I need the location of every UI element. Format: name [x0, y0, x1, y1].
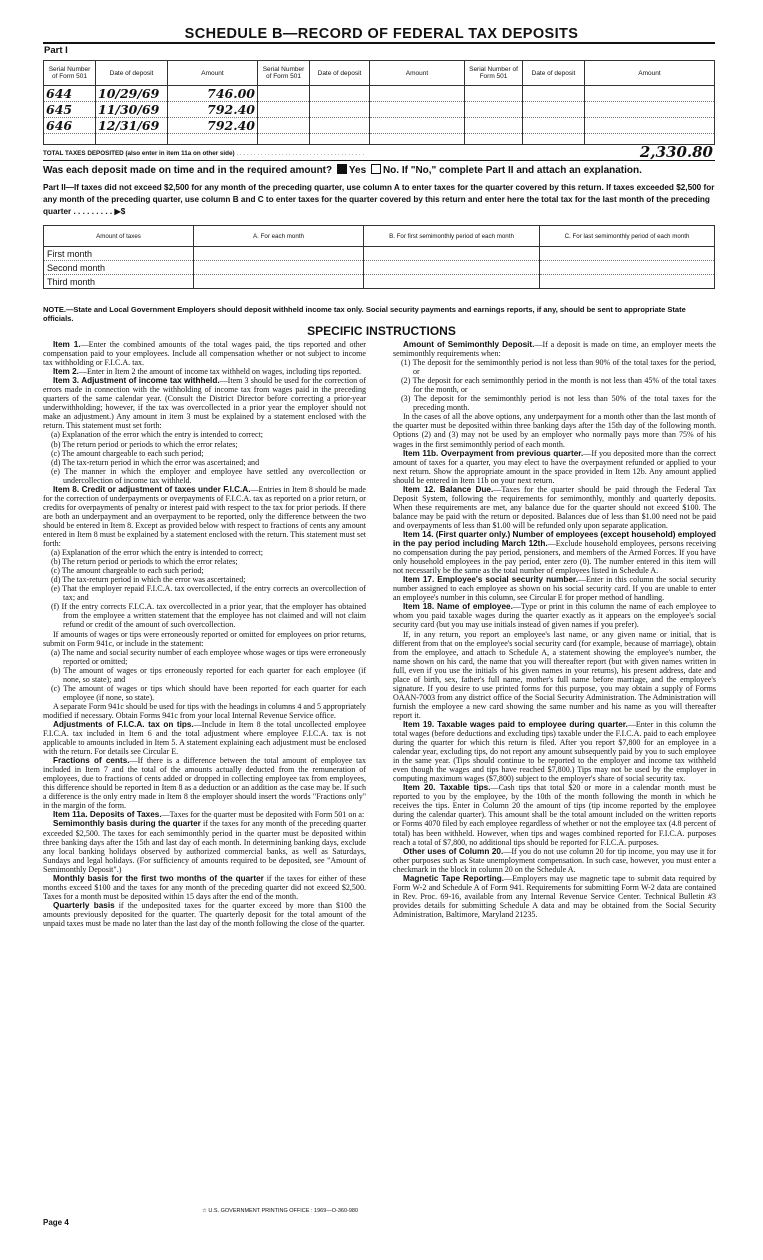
- instruction-paragraph: [43, 874, 366, 901]
- instruction-paragraph: (f) If the entry corrects F.I.C.A. tax overcollected in a prior year, that the employer has obtained from the employee a written statement that the employee has not claimed and will not claim refund or credit of the amount of such overcollection.: [51, 602, 366, 630]
- instruction-text: —Employers may use magnetic tape to submit data required by Form W-2 and Schedule A of Form 941. Requirements for submitting Form W-2 data are contained in Rev. Proc. 69-16, available from any Internal Revenue Service Center. Technical Bulletin #3 provides details for submitting Schedule A data and may be obtained from the Social Security Administration, Baltimore, Maryland 21235.: [393, 873, 717, 919]
- deposit-row: [44, 86, 715, 102]
- instruction-heading: Item 12. Balance Due.: [403, 484, 494, 494]
- instruction-paragraph: (a) The name and social security number of each employee whose wages or tips were erroneously reported or omitted;: [51, 647, 366, 666]
- amount-header: Amount: [168, 61, 258, 86]
- column-b-cell[interactable]: [364, 247, 540, 261]
- instruction-paragraph: [43, 485, 366, 548]
- date-cell[interactable]: [523, 86, 585, 102]
- instruction-heading: Quarterly basis: [53, 900, 115, 910]
- instructions-title: SPECIFIC INSTRUCTIONS: [307, 324, 456, 338]
- instruction-paragraph: [393, 720, 716, 783]
- instruction-text: —If a deposit is made on time, an employer meets the semimonthly requirements when:: [393, 340, 717, 359]
- instruction-text: —Taxes for the quarter must be deposited with Form 501 on a:: [161, 810, 365, 820]
- instruction-paragraph: [43, 340, 366, 367]
- instruction-heading: Item 11b. Overpayment from previous quarter.: [403, 448, 584, 458]
- amount-cell[interactable]: [370, 118, 465, 134]
- instruction-text: —Exclude household employees, persons receiving no compensation during the pay period, pensioners, and members of the Armed Forces. If you have only household employees in the pay period, enter zero (0). The number entered in this item will not necessarily be the same as the total number of employees listed in Schedule A.: [393, 539, 716, 576]
- amount-cell[interactable]: [585, 86, 715, 102]
- instruction-heading: Semimonthly basis during the quarter: [53, 819, 201, 829]
- amount-header: Amount: [585, 61, 715, 86]
- deposit-row: [44, 102, 715, 118]
- month-label: First month: [44, 247, 194, 261]
- instruction-text: —Taxes for the quarter should be paid through the Federal Tax Deposit System, following the requirements for semimonthly, monthly and quarterly deposits. When these requirements are met, any balance due for the quarter should not exceed $100. The balance may be paid with the return or deposited. Balances due of less than $1.00 need not be paid and overpayments of less than $1.00 will be refunded only upon separate application.: [393, 484, 717, 530]
- instruction-paragraph: (d) The tax-return period in which the error was ascertained;: [51, 575, 246, 585]
- part1-label: Part I: [44, 45, 68, 56]
- instruction-paragraph: (a) Explanation of the error which the entry is intended to correct;: [51, 548, 264, 558]
- instruction-paragraph: (b) The return period or periods to which the error relates;: [51, 439, 238, 449]
- instruction-paragraph: [393, 783, 716, 846]
- yes-label: Yes: [348, 165, 367, 176]
- date-header: Date of deposit: [310, 61, 370, 86]
- instruction-text: In the cases of all the above options, any underpayment for a month other than the last month of the quarter must be deposited within three banking days after the 15th day of the following month. Options (2) and (3) may not be used by an employer who normally pays more than 75% of his wages in the first semimonthly period of each month.: [393, 412, 716, 449]
- instruction-paragraph: [393, 449, 716, 485]
- part2-amount-prefix: ▶$: [114, 207, 126, 216]
- instruction-paragraph: [43, 367, 366, 376]
- month-label: Third month: [44, 275, 194, 289]
- no-label: No. If "No," complete Part II and attach an explanation.: [382, 165, 642, 176]
- instruction-paragraph: (2) The deposit for each semimonthly period in the month is not less than 45% of the total taxes for the month, or: [401, 376, 716, 395]
- instruction-text: —Entries in Item 8 should be made for the correction of underpayments or overpayments of F.I.C.A. tax as reported on a prior return, or credits for overpayments of penalty or interest paid with respect to the tax for prior periods. If there are both an underpayment and an overpayment to be reported, only the difference between the two should be entered in Item 8. Except as provided below with respect to fractions of cents any amount entered in Item 8 must be explained by a statement enclosed with the return. This statement must set forth:: [43, 484, 366, 549]
- month-row: [44, 247, 715, 261]
- semimonthly-table: [43, 225, 715, 289]
- column-c-cell[interactable]: [540, 275, 715, 289]
- date-cell[interactable]: [310, 86, 370, 102]
- amount-cell[interactable]: 746.00: [168, 86, 258, 102]
- total-rule: [43, 160, 715, 161]
- total-taxes-label: TOTAL TAXES DEPOSITED (also enter in item 11a on other side): [43, 150, 235, 157]
- serial-header: Serial Number of Form 501: [44, 61, 96, 86]
- date-header: Date of deposit: [523, 61, 585, 86]
- column-c-cell[interactable]: [540, 261, 715, 275]
- serial-cell[interactable]: 646: [44, 118, 96, 134]
- column-c-cell[interactable]: [540, 247, 715, 261]
- instruction-paragraph: (b) The amount of wages or tips erroneously reported for each quarter for each employee (if none, so state); and: [51, 665, 366, 684]
- date-cell[interactable]: 10/29/69: [96, 86, 168, 102]
- instruction-paragraph: [393, 847, 716, 874]
- instruction-text: —Enter in Item 2 the amount of income tax withheld on wages, including tips reported.: [78, 367, 361, 377]
- serial-cell[interactable]: [258, 118, 310, 134]
- date-cell[interactable]: 11/30/69: [96, 102, 168, 118]
- date-header: Date of deposit: [96, 61, 168, 86]
- amount-cell[interactable]: 792.40: [168, 118, 258, 134]
- instruction-text: A separate Form 941c should be used for tips with the headings in columns 4 and 5 appropriately modified if necessary. Obtain Forms 941c from your local Internal Revenue Service office.: [43, 701, 366, 720]
- instruction-paragraph: [393, 602, 716, 629]
- on-time-question: [43, 164, 733, 176]
- instruction-paragraph: [393, 412, 716, 448]
- amount-cell[interactable]: [370, 102, 465, 118]
- serial-header: Serial Number of Form 501: [258, 61, 310, 86]
- amount-cell[interactable]: [370, 86, 465, 102]
- instruction-paragraph: [393, 630, 716, 720]
- column-a-cell[interactable]: [194, 261, 364, 275]
- state-local-note: NOTE.—State and Local Government Employers should deposit withheld income tax only. Social security payments and earnings reports, if any, should be sent to appropriate State officials.: [43, 305, 686, 323]
- instruction-text: —Cash tips that total $20 or more in a calendar month must be reported to you by the employee, by the 10th of the month following the month in which he receives the tips. Enter in Column 20 the amount of tips (tip income reported by the employee during the calendar quarter). This amount shall be the total amount included on the written reports or Forms 4070 filed by each employee regardless of whether or not the employee tax (4.8 percent of total) has been withheld. However, when tips and wages combined reported for F.I.C.A. purposes reach a total of $7,800, no additional tips should be reported for F.I.C.A. purposes.: [393, 783, 716, 847]
- instructions-right-column: [393, 340, 716, 919]
- column-a-cell[interactable]: [194, 275, 364, 289]
- date-cell[interactable]: 12/31/69: [96, 118, 168, 134]
- instruction-heading: Item 17. Employee's social security number.: [403, 575, 578, 585]
- instruction-heading: Monthly basis for the first two months of the quarter: [53, 873, 264, 883]
- instruction-paragraph: [393, 485, 716, 530]
- date-cell[interactable]: [310, 118, 370, 134]
- instruction-heading: Item 3. Adjustment of income tax withheld.: [53, 376, 220, 386]
- instruction-paragraph: [43, 702, 366, 720]
- deposit-header-row: [44, 61, 715, 86]
- instruction-paragraph: [393, 340, 716, 358]
- leader-dots: . . . . . . . . . . . . . . . . . . . . . . . . . . . . . . . . . . . . .: [236, 150, 365, 157]
- serial-header: Serial Number of Form 501: [465, 61, 523, 86]
- part2-text: Part II—If taxes did not exceed $2,500 for any month of the preceding quarter, use column A to enter taxes for the quarter covered by this return. If taxes exceeded $2,500 for any month of the preceding quarter, use column B and C to enter taxes for the quarter covered by this return and enter here the total tax for the last month of the preceding quarter: [43, 183, 715, 216]
- instruction-paragraph: (3) The deposit for the semimonthly period is not less than 50% of the total taxes for the preceding month.: [401, 394, 716, 413]
- instruction-heading: Item 19. Taxable wages paid to employee during quarter.: [403, 719, 628, 729]
- instruction-text: —Enter in this column the social security number assigned to each employee as shown on his social security card. If you are unable to enter an employee's number in this column, see Circular E for proper method of handling.: [393, 575, 717, 603]
- total-taxes-value[interactable]: 2,330.80: [639, 143, 713, 161]
- month-row: [44, 275, 715, 289]
- serial-cell[interactable]: [258, 86, 310, 102]
- instruction-paragraph: (c) The amount chargeable to each such period;: [51, 448, 204, 458]
- amount-header: Amount: [370, 61, 465, 86]
- instruction-paragraph: (1) The deposit for the semimonthly period is not less than 90% of the total taxes for the period, or: [401, 358, 716, 377]
- instruction-paragraph: [43, 720, 366, 756]
- serial-cell[interactable]: [465, 118, 523, 134]
- instruction-text: —Item 3 should be used for the correction of errors made in connection with the withholding of income tax from wages paid in the preceding quarters of the same calendar year. (Consult the District Director before correcting a prior-year underwithholding; however, if the tax was overcollected in a prior year the employer should not make an adjustment.) Any amount in item 3 must be explained by a statement enclosed with the return. This statement must set forth:: [43, 376, 367, 431]
- column-b-header: B. For first semimonthly period of each month: [364, 226, 540, 247]
- instruction-text: if the undeposited taxes for the quarter exceed by more than $100 the amounts previously deposited for the quarter. The quarterly deposit for the total amount of the unpaid taxes must be made no later than the last day of the month following the close of the quarter.: [43, 900, 367, 928]
- instruction-paragraph: (c) The amount of wages or tips which should have been reported for each quarter for each employee (if none, so state).: [51, 683, 366, 702]
- instruction-text: —Enter the combined amounts of the total wages paid, the tips reported and other compensation paid to your employees. Include all compensation whether or not subject to income tax withholding or F.I.C.A. tax.: [43, 340, 366, 368]
- instruction-paragraph: [43, 376, 366, 430]
- deposit-row: [44, 118, 715, 134]
- instruction-paragraph: [43, 901, 366, 928]
- instruction-paragraph: (e) The manner in which the employer and employee have settled any overcollection or undercollection of income tax withheld.: [51, 466, 366, 485]
- no-checkbox[interactable]: [371, 164, 381, 174]
- instruction-paragraph: [393, 575, 716, 602]
- instruction-heading: Item 8. Credit or adjustment of taxes under F.I.C.A.: [53, 484, 251, 494]
- serial-cell[interactable]: 645: [44, 102, 96, 118]
- yes-checkbox[interactable]: [337, 164, 347, 174]
- schedule-title: SCHEDULE B—RECORD OF FEDERAL TAX DEPOSITS: [184, 26, 579, 42]
- serial-cell[interactable]: [465, 86, 523, 102]
- instruction-heading: Other uses of Column 20.: [403, 846, 504, 856]
- instruction-heading: Item 14. (First quarter only.) Number of employees (except household) employed in the pay period including March 12th.: [393, 529, 716, 549]
- serial-cell[interactable]: [465, 102, 523, 118]
- instruction-text: —Enter in this column the total wages (before deductions and excluding tips) taxable under the F.I.C.A. paid to each employee during the quarter for which this return is filed. After you report $7,800 for an employee in a calendar year, excluding tips, do not report any amount subsequently paid by you to such employee in the same year. (Tips should continue to be reported to the employer and income tax withheld even though the wages and tips have reached $7,800.) Tips may not be used by the employer in computing maximum wages ($7,800) subject to the employer's share of social security tax.: [393, 719, 717, 784]
- instruction-text: If amounts of wages or tips were erroneously reported or omitted for employees on prior returns, submit on Form 941c, or include in the statement:: [43, 629, 366, 648]
- instruction-text: —If there is a difference between the total amount of employee tax included in Item 7 and the total of the amounts actually deducted from the remuneration of employees, due to fractions of cents added or dropped in collecting employee tax from employees, this difference should be reported in Item 8 as a deduction or an addition as the case may be. If such a difference is the only entry made in Item 8 the employer should insert the words "Fractions only" in the margin of the form.: [43, 756, 366, 811]
- serial-cell[interactable]: [258, 102, 310, 118]
- instruction-text: If, in any return, you report an employee's last name, or any given name or initial, that is different from that on the employee's social security card (for example, because of marriage), obtain from the employee, and attach to Schedule A, a statement showing the employee's number, the name shown on his card, the name that you will thereafter report (but with given names written in full, even if you use the initials of his given names in your returns), his present address, date and place of birth, sex, father's full name, mother's full name before marriage, and the employee's signature. If you desire to use printed forms for this purpose, you may obtain a supply of Forms OAAN-7003 from any district office of the Social Security Administration. The Administration will furnish the employee a new card showing the same number and his name as you will thereafter report it.: [393, 629, 716, 720]
- instruction-heading: Fractions of cents.: [53, 756, 130, 766]
- instruction-text: if the taxes for either of these months exceed $100 and the taxes for any month of the preceding quarter did not exceed $2,500. Taxes for a month must be deposited within 15 days after the end of the month.: [43, 873, 366, 901]
- instruction-paragraph: (c) The amount chargeable to each such period;: [51, 566, 204, 576]
- page-number: Page 4: [43, 1218, 69, 1227]
- amount-of-taxes-header: Amount of taxes: [44, 226, 194, 247]
- month-label: Second month: [44, 261, 194, 275]
- instructions-left-column: [43, 340, 366, 928]
- title-rule: [43, 42, 715, 44]
- column-c-header: C. For last semimonthly period of each month: [540, 226, 715, 247]
- serial-cell[interactable]: 644: [44, 86, 96, 102]
- instruction-paragraph: [393, 874, 716, 919]
- question-text: Was each deposit made on time and in the required amount?: [43, 165, 333, 176]
- instruction-paragraph: [43, 756, 366, 810]
- instruction-heading: Adjustments of F.I.C.A. tax on tips.: [53, 719, 194, 729]
- date-cell[interactable]: [523, 102, 585, 118]
- instruction-paragraph: (e) That the employer repaid F.I.C.A. tax overcollected, if the entry corrects an overcollection of tax; and: [51, 584, 366, 603]
- amount-cell[interactable]: 792.40: [168, 102, 258, 118]
- instruction-text: if the taxes for any month of the preceding quarter exceeded $2,500. The taxes for each semimonthly period in the quarter must be deposited within three banking days after the 15th and last day of each month. In determining banking days, exclude any local banking holidays observed by authorized commercial banks, as well as Saturdays, Sundays and legal holidays. (For sufficiency of amounts required to be deposited, see "Amount of Semimonthly Deposit".): [43, 819, 366, 874]
- amount-cell[interactable]: [585, 118, 715, 134]
- column-a-cell[interactable]: [194, 247, 364, 261]
- column-a-header: A. For each month: [194, 226, 364, 247]
- instruction-paragraph: [43, 819, 366, 873]
- instruction-paragraph: (d) The tax-return period in which the error was ascertained; and: [51, 457, 260, 467]
- column-b-cell[interactable]: [364, 261, 540, 275]
- instruction-paragraph: (b) The return period or periods to which the error relates;: [51, 557, 238, 567]
- instruction-text: —If you deposited more than the correct amount of taxes for a quarter, you may elect to have the overpayment refunded or applied to your next return. Show the appropriate amount in the space provided in Item 12b. Any amount applied should be entered in Item 11b on your next return.: [393, 448, 716, 485]
- instruction-heading: Item 2.: [53, 367, 79, 377]
- date-cell[interactable]: [310, 102, 370, 118]
- instruction-text: —If you do not use column 20 for tip income, you may use it for other purposes such as State unemployment compensation. In such case, however, you must enter a checkmark in the block in column 20 on the Schedule A.: [393, 846, 716, 874]
- printing-office-line: ☆ U.S. GOVERNMENT PRINTING OFFICE : 1969—O-360-980: [201, 1208, 359, 1214]
- instruction-text: —Include in Item 8 the total uncollected employee F.I.C.A. tax included in Item 6 and the total adjustment where employee F.I.C.A. tax is not applicable to amounts included in Item 5. A statement explaining each adjustment must be enclosed with the return. For details see Circular E.: [43, 719, 366, 757]
- semimonthly-header-row: [44, 226, 715, 247]
- amount-cell[interactable]: [585, 102, 715, 118]
- instruction-paragraph: [393, 530, 716, 575]
- column-b-cell[interactable]: [364, 275, 540, 289]
- instruction-paragraph: (a) Explanation of the error which the entry is intended to correct;: [51, 430, 264, 440]
- instruction-heading: Item 20. Taxable tips.: [403, 783, 491, 793]
- part2-instructions: [43, 182, 715, 218]
- deposit-table: [43, 60, 715, 145]
- instruction-heading: Amount of Semimonthly Deposit.: [403, 340, 535, 349]
- part2-dots: . . . . . . . . .: [73, 207, 115, 216]
- instruction-paragraph: [43, 810, 366, 819]
- instruction-paragraph: [43, 630, 366, 648]
- date-cell[interactable]: [523, 118, 585, 134]
- instruction-heading: Item 1.: [53, 340, 81, 349]
- month-row: [44, 261, 715, 275]
- instruction-heading: Magnetic Tape Reporting.: [403, 873, 505, 883]
- instruction-text: —Type or print in this column the name of each employee to whom you paid taxable wages during the quarter exactly as it appears on the employee's social security card (but you may use initials instead of given names if you prefer).: [393, 602, 717, 630]
- instruction-heading: Item 11a. Deposits of Taxes.: [53, 810, 162, 820]
- instruction-heading: Item 18. Name of employee.: [403, 602, 513, 612]
